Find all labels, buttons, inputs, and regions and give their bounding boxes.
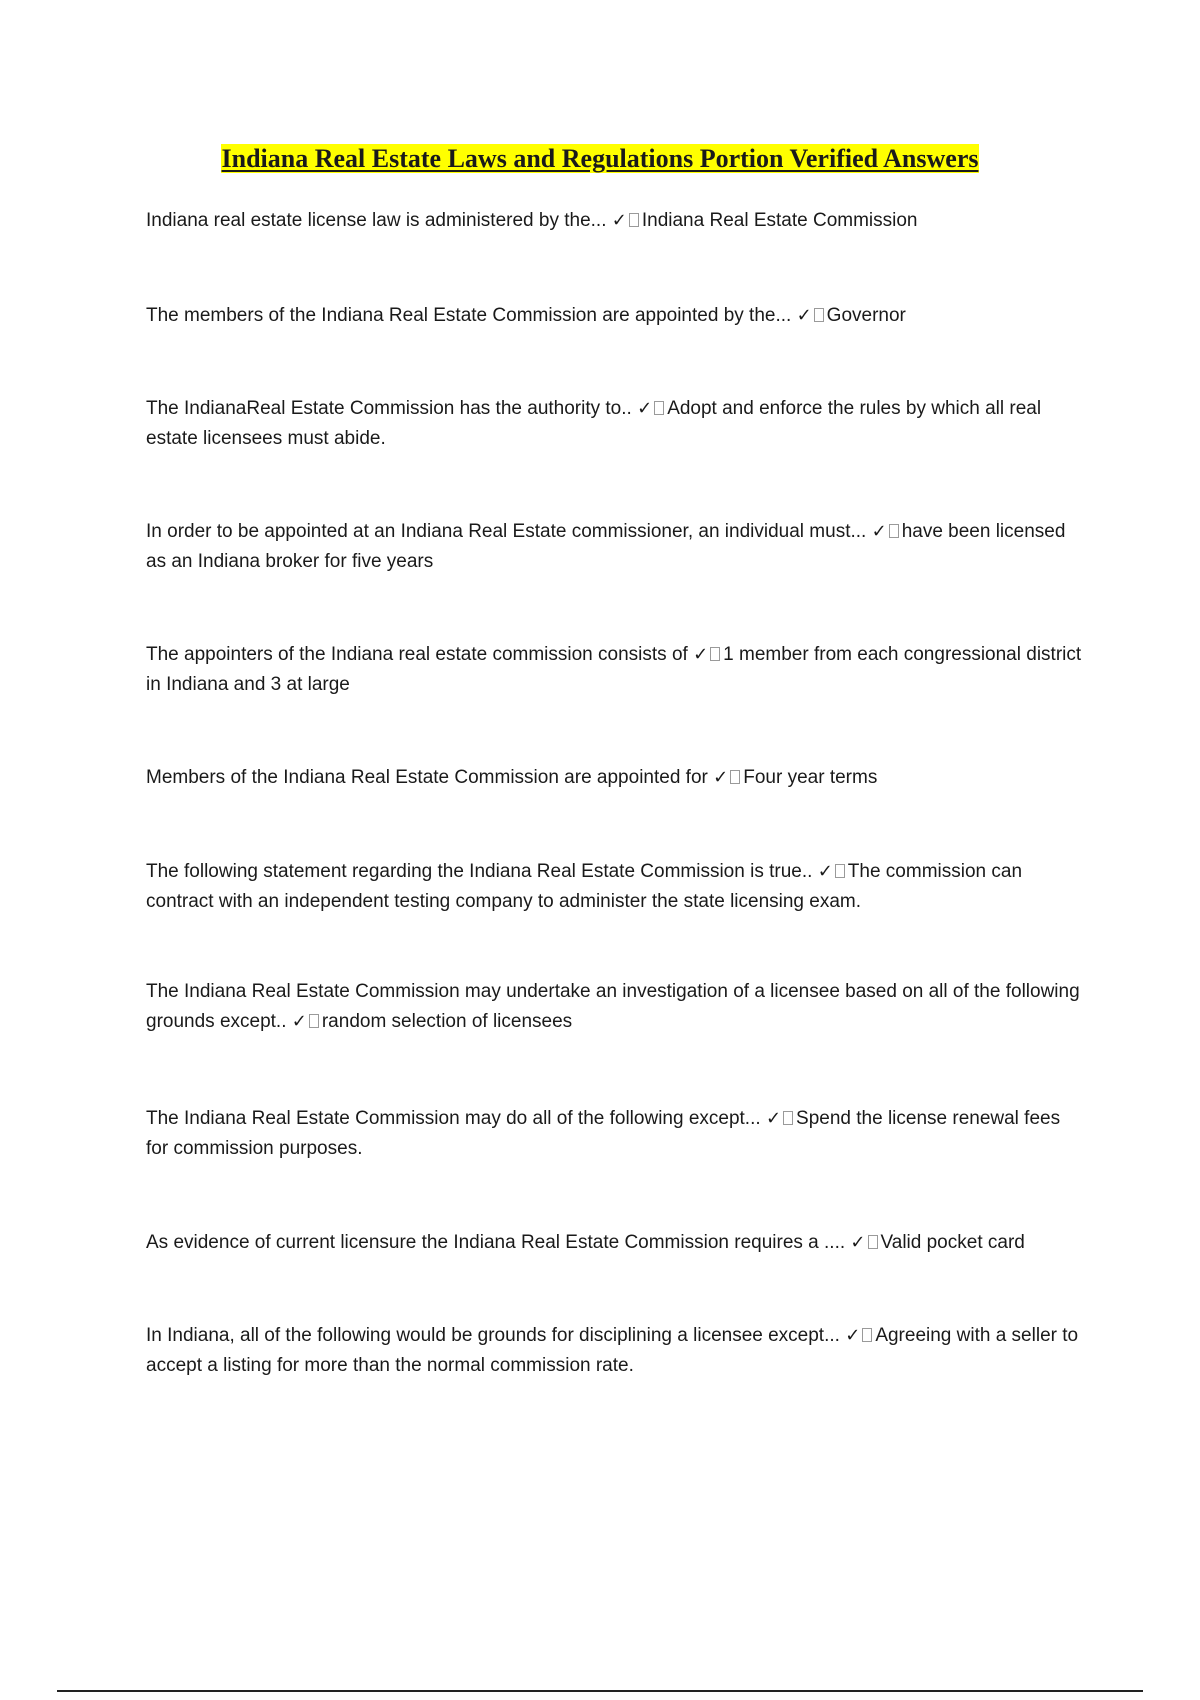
- box-glyph-icon: [710, 647, 720, 661]
- check-mark-icon: ✓: [713, 767, 729, 788]
- qa-item: [146, 1228, 1086, 1258]
- answer-text: Four year terms: [743, 767, 878, 788]
- answer-text: Spend the license renewal fees for commission purposes.: [146, 1108, 1061, 1159]
- check-mark-icon: ✓: [817, 861, 833, 882]
- question-text: The following statement regarding the Indiana Real Estate Commission is true..: [146, 861, 813, 882]
- qa-item: [146, 1104, 1086, 1164]
- box-glyph-icon: [730, 770, 740, 784]
- answer-text: Agreeing with a seller to accept a listing for more than the normal commission rate.: [146, 1325, 1079, 1376]
- question-text: Members of the Indiana Real Estate Commission are appointed for: [146, 767, 708, 788]
- box-glyph-icon: [309, 1014, 319, 1028]
- check-mark-icon: ✓: [765, 1108, 782, 1129]
- question-text: As evidence of current licensure the Indiana Real Estate Commission requires a ....: [146, 1232, 846, 1253]
- check-mark-icon: ✓: [850, 1232, 866, 1253]
- box-glyph-icon: [889, 524, 899, 538]
- question-text: The members of the Indiana Real Estate Commission are appointed by the...: [146, 305, 792, 326]
- qa-item: [146, 763, 1086, 793]
- answer-text: Valid pocket card: [880, 1232, 1025, 1253]
- answer-text: Indiana Real Estate Commission: [641, 210, 918, 231]
- check-mark-icon: ✓: [845, 1325, 861, 1346]
- qa-item: [146, 517, 1086, 577]
- box-glyph-icon: [868, 1235, 878, 1249]
- qa-item: [146, 206, 1086, 236]
- box-glyph-icon: [629, 213, 639, 227]
- qa-item: [146, 640, 1086, 700]
- check-mark-icon: ✓: [291, 1011, 307, 1032]
- question-text: The IndianaReal Estate Commission has the authority to..: [146, 398, 632, 419]
- answer-text: The commission can contract with an independent testing company to administer the state licensing exam.: [146, 861, 1023, 912]
- qa-item: [146, 1321, 1086, 1381]
- qa-item: [146, 394, 1086, 454]
- qa-item: [146, 301, 1086, 331]
- answer-text: Adopt and enforce the rules by which all real estate licensees must abide.: [146, 398, 1042, 449]
- box-glyph-icon: [814, 308, 824, 322]
- box-glyph-icon: [862, 1328, 872, 1342]
- question-text: In Indiana, all of the following would be grounds for disciplining a licensee except...: [146, 1325, 840, 1346]
- box-glyph-icon: [654, 401, 664, 415]
- question-text: The appointers of the Indiana real estate commission consists of: [146, 644, 688, 665]
- question-text: The Indiana Real Estate Commission may do all of the following except...: [146, 1108, 761, 1129]
- check-mark-icon: ✓: [871, 521, 887, 542]
- qa-item: [146, 857, 1086, 917]
- check-mark-icon: ✓: [637, 398, 653, 419]
- qa-item: [146, 977, 1086, 1037]
- question-text: Indiana real estate license law is administered by the...: [146, 210, 607, 231]
- answer-text: have been licensed as an Indiana broker for five years: [146, 521, 1066, 572]
- check-mark-icon: ✓: [693, 644, 709, 665]
- answer-text: Governor: [826, 305, 906, 326]
- question-text: The Indiana Real Estate Commission may undertake an investigation of a licensee based on all of the following grounds except..: [146, 981, 1080, 1032]
- page-title: Indiana Real Estate Laws and Regulations Portion Verified Answers: [221, 144, 979, 173]
- question-text: In order to be appointed at an Indiana Real Estate commissioner, an individual must...: [146, 521, 867, 542]
- answer-text: 1 member from each congressional district in Indiana and 3 at large: [146, 644, 1082, 695]
- footer-divider: [57, 1690, 1143, 1692]
- check-mark-icon: ✓: [796, 305, 812, 326]
- check-mark-icon: ✓: [611, 210, 627, 231]
- box-glyph-icon: [835, 864, 845, 878]
- box-glyph-icon: [783, 1111, 793, 1125]
- answer-text: random selection of licensees: [321, 1011, 573, 1032]
